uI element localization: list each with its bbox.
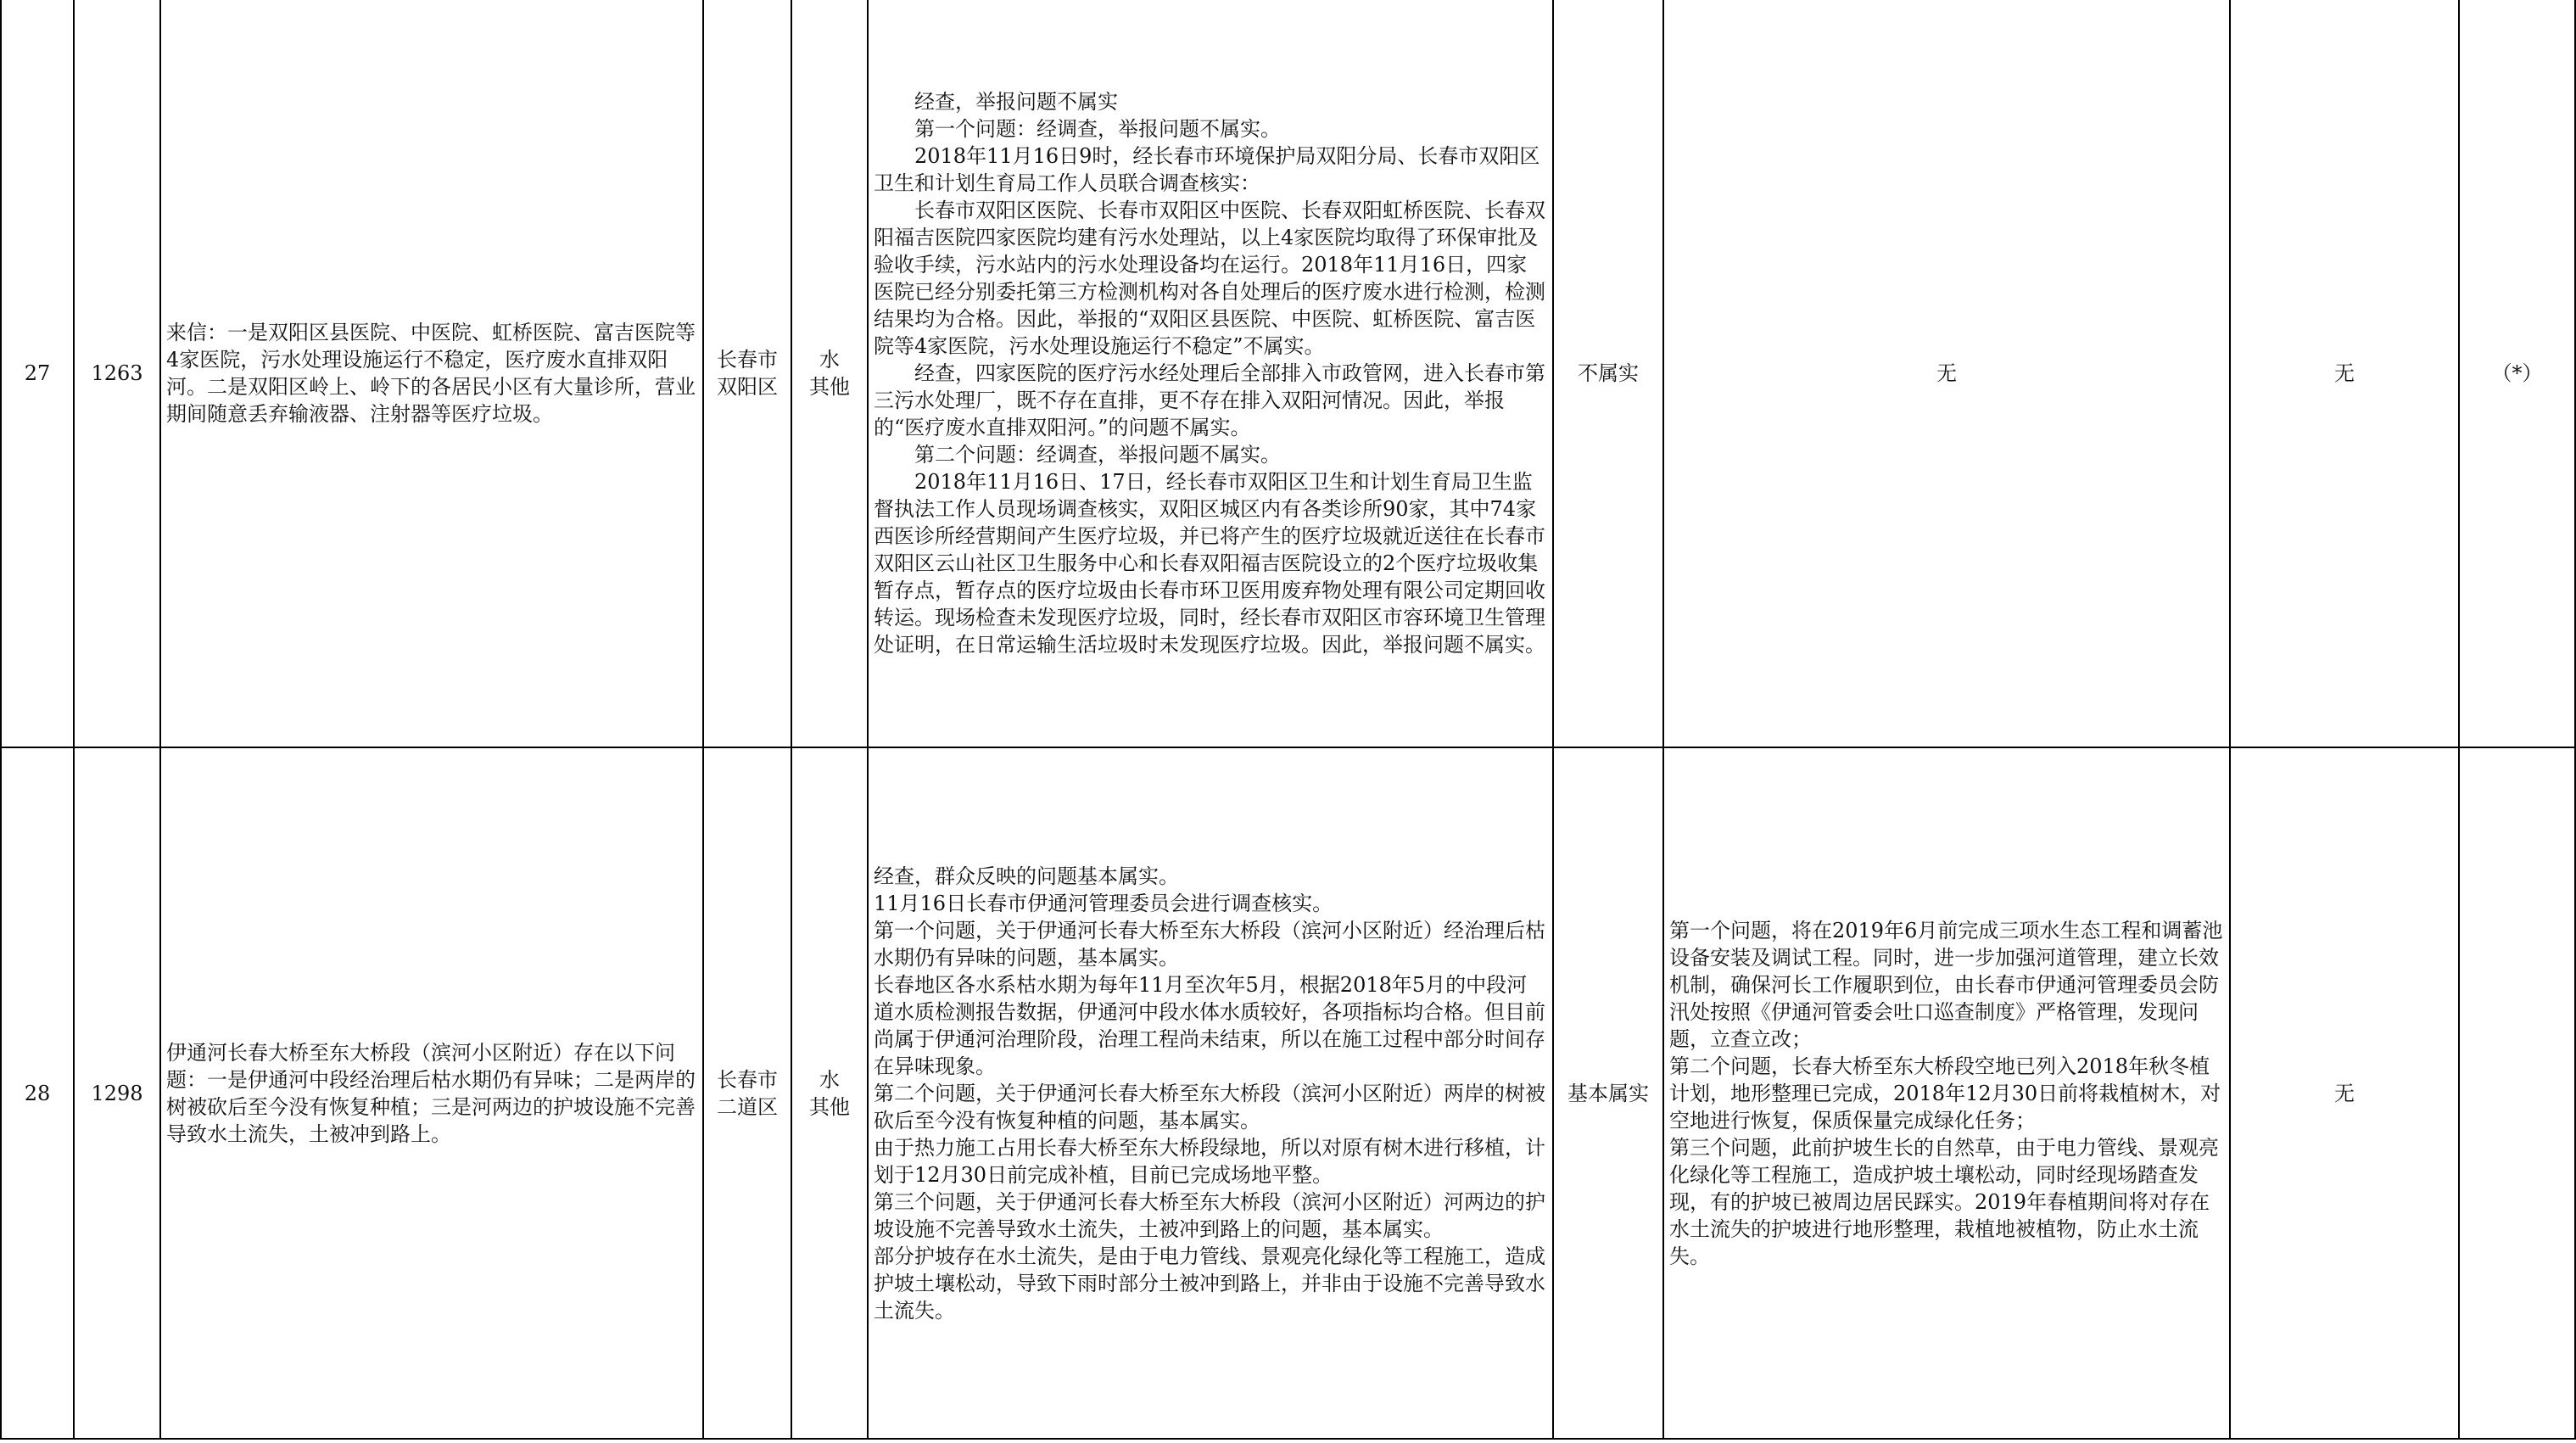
complaint-text: 来信：一是双阳区县医院、中医院、虹桥医院、富吉医院等4家医院，污水处理设施运行不稳定，医疗废水直排双阳河。二是双阳区岭上、岭下的各居民小区有大量诊所，营业期间随意丢弃输液器、注射器等医疗垃圾。: [160, 0, 703, 747]
remark: （*）: [2459, 0, 2575, 747]
investigation-paragraph: 第一个问题，关于伊通河长春大桥至东大桥段（滨河小区附近）经治理后枯水期仍有异味的问题，基本属实。: [874, 918, 1545, 970]
investigation-paragraph: 由于热力施工占用长春大桥至东大桥段绿地，所以对原有树木进行移植，计划于12月30日前完成补植，目前已完成场地平整。: [874, 1135, 1545, 1187]
investigation-paragraph: 第二个问题：经调查，举报问题不属实。: [914, 443, 1281, 467]
investigation-paragraph: 经查，举报问题不属实: [914, 90, 1118, 114]
category: 水 其他: [791, 747, 868, 1439]
district: 长春市二道区: [703, 747, 791, 1439]
investigation-paragraph: 2018年11月16日9时，经长春市环境保护局双阳分局、长春市双阳区卫生和计划生育局工作人员联合调查核实：: [874, 144, 1540, 195]
remark: [2459, 747, 2575, 1439]
district: 长春市双阳区: [703, 0, 791, 747]
table-row: [1, 0, 2575, 747]
verdict: 不属实: [1553, 0, 1663, 747]
investigation-paragraph: 2018年11月16日、17日，经长春市双阳区卫生和计划生育局卫生监督执法工作人员现场调查核实，双阳区城区内有各类诊所90家，其中74家西医诊所经营期间产生医疗垃圾，并已将产生的医疗垃圾就近送往在长春市双阳区云山社区卫生服务中心和长春双阳福吉医院设立的2个医疗垃圾收集暂存点，暂存点的医疗垃圾由长春市环卫医用废弃物处理有限公司定期回收转运。现场检查未发现医疗垃圾，同时，经长春市双阳区市容环境卫生管理处证明，在日常运输生活垃圾时未发现医疗垃圾。因此，举报问题不属实。: [874, 470, 1545, 657]
accountability: 无: [2230, 747, 2459, 1439]
case-id: 1263: [74, 0, 160, 747]
accountability: 无: [2230, 0, 2459, 747]
investigation-paragraph: 第三个问题，关于伊通河长春大桥至东大桥段（滨河小区附近）河两边的护坡设施不完善导致水土流失，土被冲到路上的问题，基本属实。: [874, 1189, 1545, 1241]
measures-text: 无: [1663, 0, 2230, 747]
measures-text: 第一个问题，将在2019年6月前完成三项水生态工程和调蓄池设备安装及调试工程。同时，进一步加强河道管理，建立长效机制，确保河长工作履职到位，由长春市伊通河管理委员会防汛处按照《伊通河管委会吐口巡查制度》严格管理，发现问题，立查立改； 第二个问题，长春大桥至东大桥段空地已列入2018年秋冬植计划，地形整理已完成，2018年12月30日前将栽植树木，对空地进行恢复，保质保量完成绿化任务； 第三个问题，此前护坡生长的自然草，由于电力管线、景观亮化绿化等工程施工，造成护坡土壤松动，同时经现场踏查发现，有的护坡已被周边居民踩实。2019年春植期间将对存在水土流失的护坡进行地形整理，栽植地被植物，防止水土流失。: [1663, 747, 2230, 1439]
row-index: 28: [1, 747, 74, 1439]
investigation-paragraph: 长春市双阳区医院、长春市双阳区中医院、长春双阳虹桥医院、长春双阳福吉医院四家医院均建有污水处理站，以上4家医院均取得了环保审批及验收手续，污水站内的污水处理设备均在运行。2018年11月16日，四家医院已经分别委托第三方检测机构对各自处理后的医疗废水进行检测，检测结果均为合格。因此，举报的“双阳区县医院、中医院、虹桥医院、富吉医院等4家医院，污水处理设施运行不稳定”不属实。: [874, 199, 1545, 358]
investigation-paragraph: 经查，四家医院的医疗污水经处理后全部排入市政管网，进入长春市第三污水处理厂，既不存在直排，更不存在排入双阳河情况。因此，举报的“医疗废水直排双阳河。”的问题不属实。: [874, 361, 1545, 439]
investigation-paragraph: 11月16日长春市伊通河管理委员会进行调查核实。: [874, 891, 1333, 915]
investigation-paragraph: 部分护坡存在水土流失，是由于电力管线、景观亮化绿化等工程施工，造成护坡土壤松动，导致下雨时部分土被冲到路上，并非由于设施不完善导致水土流失。: [874, 1244, 1545, 1323]
table-row: [1, 747, 2575, 1439]
case-id: 1298: [74, 747, 160, 1439]
investigation-text: [868, 0, 1553, 747]
investigation-text: [868, 747, 1553, 1439]
row-index: 27: [1, 0, 74, 747]
complaint-text: 伊通河长春大桥至东大桥段（滨河小区附近）存在以下问题：一是伊通河中段经治理后枯水期仍有异味；二是两岸的树被砍后至今没有恢复种植；三是河两边的护坡设施不完善导致水土流失，土被冲到路上。: [160, 747, 703, 1439]
verdict: 基本属实: [1553, 747, 1663, 1439]
investigation-paragraph: 第一个问题：经调查，举报问题不属实。: [914, 117, 1281, 141]
investigation-paragraph: 经查，群众反映的问题基本属实。: [874, 864, 1179, 888]
category: 水 其他: [791, 0, 868, 747]
investigation-paragraph: 第二个问题，关于伊通河长春大桥至东大桥段（滨河小区附近）两岸的树被砍后至今没有恢复种植的问题，基本属实。: [874, 1081, 1545, 1133]
investigation-paragraph: 长春地区各水系枯水期为每年11月至次年5月，根据2018年5月的中段河道水质检测报告数据，伊通河中段水体水质较好，各项指标均合格。但目前尚属于伊通河治理阶段，治理工程尚未结束，所以在施工过程中部分时间存在异味现象。: [874, 972, 1545, 1078]
